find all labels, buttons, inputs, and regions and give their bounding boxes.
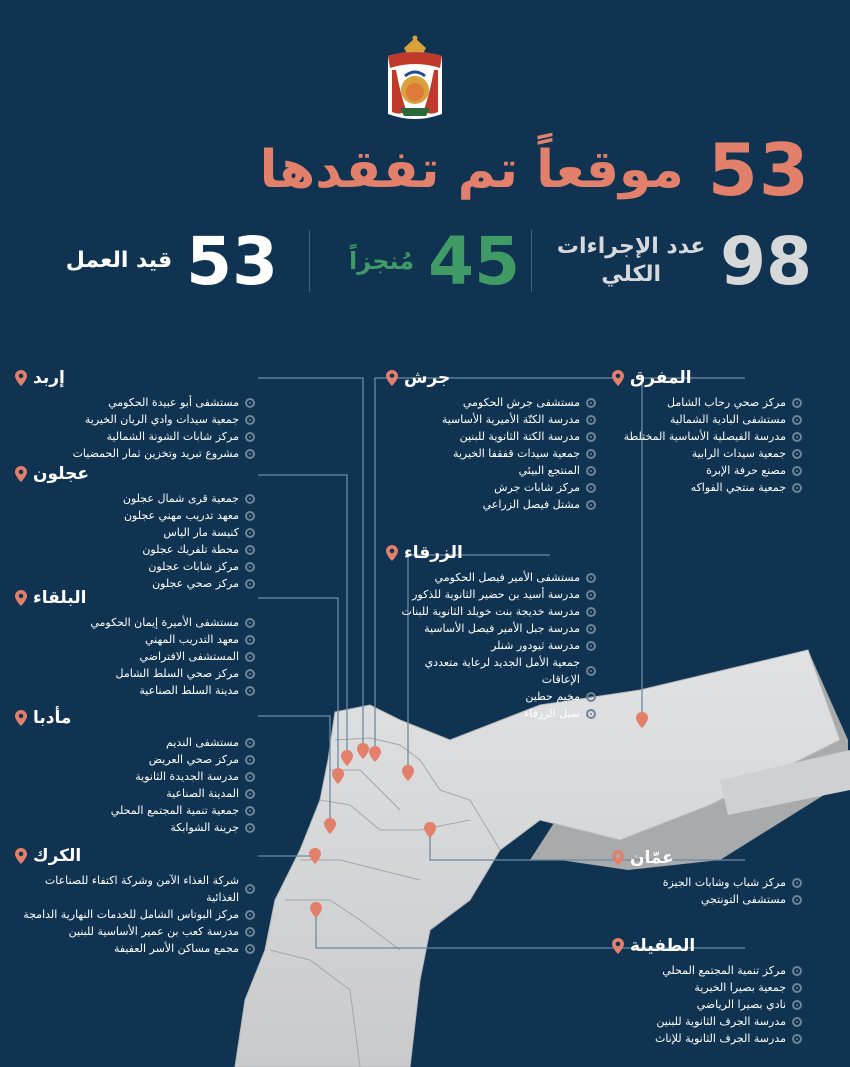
list-item: مدرسة كعب بن عمير الأساسية للبنين [15, 923, 255, 940]
region-balqa [15, 588, 255, 699]
region-title: الكرك [33, 846, 82, 866]
region-title: إربد [33, 368, 65, 388]
list-item: مركز صحي العريض [15, 751, 255, 768]
gear-icon [245, 910, 255, 920]
list-item: مركز صحي عجلون [15, 575, 255, 592]
list-item: شركة الغذاء الآمن وشركة اكتفاء للصناعات الغذائية [15, 872, 255, 906]
gear-icon [245, 635, 255, 645]
gear-icon [245, 398, 255, 408]
location-pin-icon [15, 466, 27, 482]
gear-icon [586, 624, 596, 634]
list-item: مستشفى الأميرة إيمان الحكومي [15, 614, 255, 631]
gear-icon [586, 415, 596, 425]
gear-icon [792, 449, 802, 459]
list-item: مصنع حرفة الإبرة [612, 462, 802, 479]
gear-icon [792, 878, 802, 888]
stat-total-label-line2: الكلي [601, 262, 662, 287]
gear-icon [245, 511, 255, 521]
list-item: مستشفى التونتجي [612, 891, 802, 908]
stat-done [349, 222, 520, 300]
list-item: مستشفى النديم [15, 734, 255, 751]
gear-icon [586, 500, 596, 510]
gear-icon [792, 1034, 802, 1044]
gear-icon [245, 755, 255, 765]
location-pin-icon [15, 848, 27, 864]
list-item: مركز شابات جرش [386, 479, 596, 496]
gear-icon [586, 607, 596, 617]
list-item: جرينة الشوابكة [15, 819, 255, 836]
gear-icon [586, 432, 596, 442]
region-jerash [386, 368, 596, 513]
list-item: مشروع تبريد وتخزين ثمار الحمضيات [15, 445, 255, 462]
region-irbid [15, 368, 255, 462]
location-pin-icon [15, 370, 27, 386]
region-title: الزرقاء [404, 543, 463, 563]
gear-icon [792, 483, 802, 493]
region-zarqa [386, 543, 596, 722]
gear-icon [245, 738, 255, 748]
stat-total [556, 222, 812, 300]
list-item: مدرسة الجديدة الثانوية [15, 768, 255, 785]
stat-done-value: 45 [428, 222, 520, 300]
list-item: مركز تنمية المجتمع المحلي [612, 962, 802, 979]
location-pin-icon [612, 370, 624, 386]
region-title: البلقاء [33, 588, 87, 608]
list-item: المستشفى الافتراضي [15, 648, 255, 665]
gear-icon [245, 772, 255, 782]
list-item: مدرسة ثيودور شنلر [386, 637, 596, 654]
list-item: جمعية سيدات وادي الريان الخيرية [15, 411, 255, 428]
gear-icon [792, 895, 802, 905]
location-pin-icon [386, 370, 398, 386]
gear-icon [245, 528, 255, 538]
list-item: مدرسة الجرف الثانوية للإناث [612, 1030, 802, 1047]
gear-icon [586, 590, 596, 600]
list-item: مشتل فيصل الزراعي [386, 496, 596, 513]
gear-icon [245, 806, 255, 816]
gear-icon [245, 944, 255, 954]
list-item: جمعية تنمية المجتمع المحلي [15, 802, 255, 819]
list-item: مستشفى البادية الشمالية [612, 411, 802, 428]
gear-icon [245, 669, 255, 679]
gear-icon [792, 466, 802, 476]
list-item: جمعية الأمل الجديد لرعاية متعددي الإعاقات [386, 654, 596, 688]
list-item: جمعية قرى شمال عجلون [15, 490, 255, 507]
list-item: مدرسة الكتة الثانوية للبنين [386, 428, 596, 445]
list-item: معهد تدريب مهني عجلون [15, 507, 255, 524]
list-item: مستشفى الأمير فيصل الحكومي [386, 569, 596, 586]
gear-icon [792, 966, 802, 976]
gear-icon [245, 415, 255, 425]
stat-in-progress-label: قيد العمل [65, 248, 173, 273]
gear-icon [245, 579, 255, 589]
headline-text: موقعاً تم تفقدها [259, 140, 684, 200]
region-madaba [15, 708, 255, 836]
list-item: جمعية سيدات قفقفا الخيرية [386, 445, 596, 462]
gear-icon [245, 494, 255, 504]
list-item: مستشفى جرش الحكومي [386, 394, 596, 411]
gear-icon [586, 466, 596, 476]
location-pin-icon [612, 850, 624, 866]
list-item: المنتجع البيئي [386, 462, 596, 479]
gear-icon [586, 449, 596, 459]
gear-icon [245, 686, 255, 696]
gear-icon [245, 449, 255, 459]
list-item: المدينة الصناعية [15, 785, 255, 802]
region-karak [15, 846, 255, 957]
gear-icon [792, 983, 802, 993]
gear-icon [792, 432, 802, 442]
gear-icon [586, 692, 596, 702]
list-item: مستشفى أبو عبيدة الحكومي [15, 394, 255, 411]
gear-icon [245, 618, 255, 628]
region-title: عمّان [630, 848, 674, 868]
list-item: مدرسة الكتّة الأميرية الأساسية [386, 411, 596, 428]
gear-icon [586, 573, 596, 583]
list-item: سيل الزرقاء [386, 705, 596, 722]
divider [531, 230, 532, 292]
gear-icon [245, 789, 255, 799]
list-item: مدرسة خديجة بنت خويلد الثانوية للبنات [386, 603, 596, 620]
royal-emblem-icon [382, 34, 448, 126]
list-item: مدرسة الجرف الثانوية للبنين [612, 1013, 802, 1030]
gear-icon [245, 884, 255, 894]
stat-done-label: مُنجزاً [349, 247, 415, 275]
gear-icon [245, 927, 255, 937]
list-item: جمعية سيدات الرابية [612, 445, 802, 462]
region-tafila [612, 936, 802, 1047]
gear-icon [586, 709, 596, 719]
gear-icon [792, 415, 802, 425]
list-item: كنيسة مار الياس [15, 524, 255, 541]
list-item: مجمع مساكن الأسر العفيفة [15, 940, 255, 957]
region-title: جرش [404, 368, 451, 388]
location-pin-icon [386, 545, 398, 561]
stat-total-label [556, 233, 706, 289]
headline-count: 53 [707, 128, 810, 212]
stat-in-progress-value: 53 [186, 222, 278, 300]
list-item: مركز شابات الشونة الشمالية [15, 428, 255, 445]
gear-icon [586, 398, 596, 408]
list-item: مخيم حطين [386, 688, 596, 705]
list-item: مركز صحي السلط الشامل [15, 665, 255, 682]
list-item: جمعية منتجي الفواكه [612, 479, 802, 496]
gear-icon [245, 432, 255, 442]
region-title: المفرق [630, 368, 692, 388]
list-item: مدرسة الفيصلية الأساسية المختلطة [612, 428, 802, 445]
stat-total-label-line1: عدد الإجراءات [556, 234, 706, 259]
gear-icon [792, 1000, 802, 1010]
gear-icon [586, 666, 596, 676]
region-title: الطفيلة [630, 936, 696, 956]
list-item: جمعية بصيرا الخيرية [612, 979, 802, 996]
region-amman [612, 848, 802, 908]
headline [40, 128, 810, 212]
region-title: مأدبا [33, 708, 72, 728]
list-item: معهد التدريب المهني [15, 631, 255, 648]
list-item: مركز البوتاس الشامل للخدمات النهارية الدامجة [15, 906, 255, 923]
list-item: مدرسة أسيد بن حضير الثانوية للذكور [386, 586, 596, 603]
divider [309, 230, 310, 292]
list-item: مدرسة جبل الأمير فيصل الأساسية [386, 620, 596, 637]
region-ajloun [15, 464, 255, 592]
gear-icon [586, 641, 596, 651]
stat-in-progress [66, 222, 278, 300]
gear-icon [245, 545, 255, 555]
region-mafraq [612, 368, 802, 496]
location-pin-icon [15, 710, 27, 726]
list-item: مركز شابات عجلون [15, 558, 255, 575]
list-item: مدينة السلط الصناعية [15, 682, 255, 699]
gear-icon [245, 652, 255, 662]
gear-icon [586, 483, 596, 493]
list-item: محطة تلفريك عجلون [15, 541, 255, 558]
gear-icon [245, 562, 255, 572]
list-item: مركز شباب وشابات الجيزة [612, 874, 802, 891]
location-pin-icon [612, 938, 624, 954]
stat-total-value: 98 [720, 222, 812, 300]
list-item: نادي بصيرا الرياضي [612, 996, 802, 1013]
location-pin-icon [15, 590, 27, 606]
gear-icon [792, 1017, 802, 1027]
region-title: عجلون [33, 464, 89, 484]
gear-icon [792, 398, 802, 408]
list-item: مركز صحي رحاب الشامل [612, 394, 802, 411]
gear-icon [245, 823, 255, 833]
